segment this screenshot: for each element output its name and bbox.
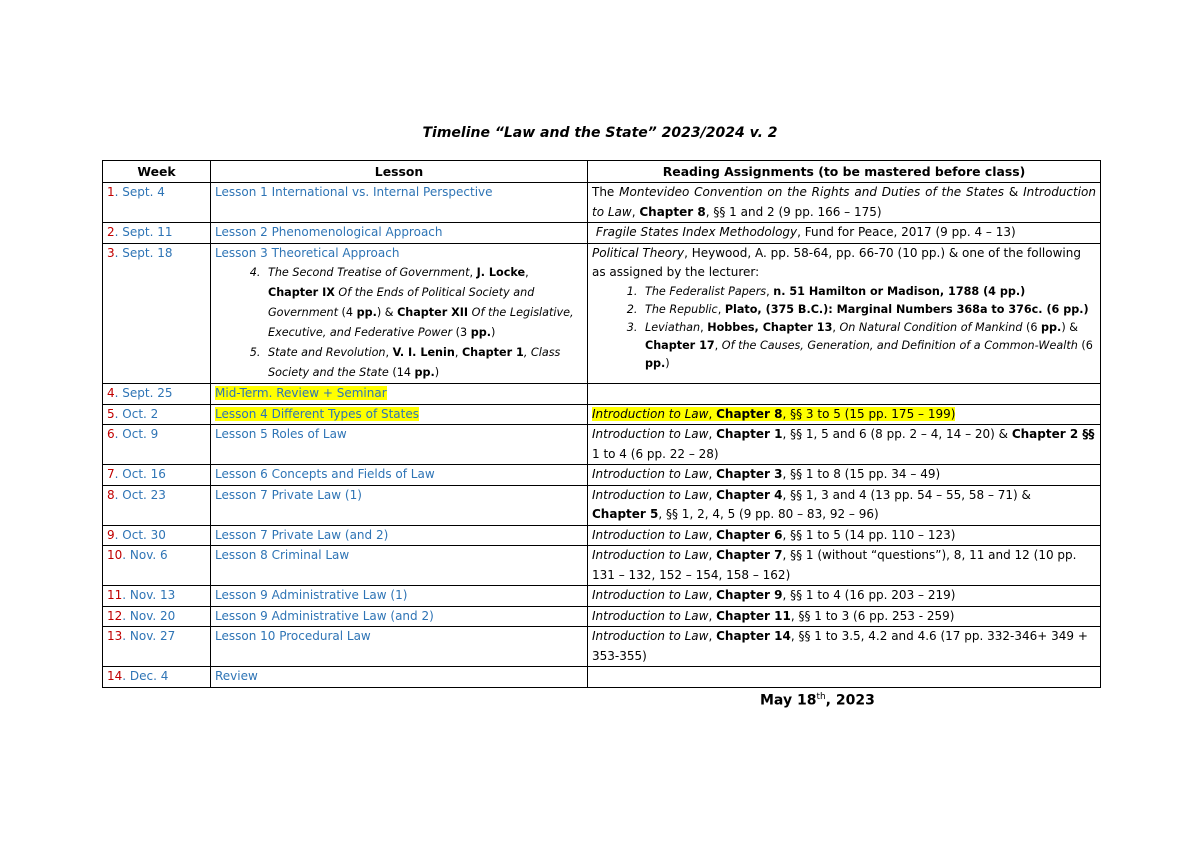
week-cell: 13. Nov. 27 [103,627,211,667]
lesson-cell: Lesson 4 Different Types of States [211,404,588,425]
table-row [103,465,1101,486]
table-row [103,425,1101,465]
table-row [103,627,1101,667]
list-item: 1. The Federalist Papers, n. 51 Hamilton or Madison, 1788 (4 pp.) [641,283,1096,301]
table-row [103,183,1101,223]
week-cell: 2. Sept. 11 [103,223,211,244]
table-row [103,404,1101,425]
reading-cell [588,667,1101,688]
table-row [103,384,1101,405]
lesson-cell: Lesson 9 Administrative Law (1) [211,586,588,607]
list-item: 3. Leviathan, Hobbes, Chapter 13, On Natural Condition of Mankind (6 pp.) & Chapter 17, Of the Causes, Generation, and Definition of a Common-Wealth (6 pp.) [641,319,1096,373]
timeline-table [102,160,1101,688]
reading-cell: Introduction to Law, Chapter 6, §§ 1 to 5 (14 pp. 110 – 123) [588,525,1101,546]
document-date: May 18th, 2023 [760,692,875,709]
table-row [103,243,1101,384]
reading-cell: Introduction to Law, Chapter 11, §§ 1 to 3 (6 pp. 253 - 259) [588,606,1101,627]
table-header-row [103,161,1101,183]
table-row [103,586,1101,607]
list-item: 4. The Second Treatise of Government, J. Locke, Chapter IX Of the Ends of Political Society and Government (4 pp.) & Chapter XII Of the Legislative, Executive, and Federative Power (3 pp.) [264,263,583,343]
lesson-cell: Lesson 7 Private Law (1) [211,485,588,525]
table-row [103,667,1101,688]
lesson-cell: Lesson 5 Roles of Law [211,425,588,465]
lesson-cell: Lesson 8 Criminal Law [211,546,588,586]
reading-cell: Introduction to Law, Chapter 14, §§ 1 to 3.5, 4.2 and 4.6 (17 pp. 332-346+ 349 + 353-355) [588,627,1101,667]
reading-cell: Introduction to Law, Chapter 3, §§ 1 to 8 (15 pp. 34 – 49) [588,465,1101,486]
reading-cell: Fragile States Index Methodology, Fund for Peace, 2017 (9 pp. 4 – 13) [588,223,1101,244]
table-row [103,223,1101,244]
lesson-cell: Lesson 10 Procedural Law [211,627,588,667]
lesson-cell: Lesson 3 Theoretical Approach 4. The Second Treatise of Government, J. Locke, Chapter IX Of the Ends of Political Society and Government (4 pp.) & Chapter XII Of the Legislative, Executive, and Federative Power (3 pp.) 5. State and Revolution, V. I. Lenin, Chapter 1, Class Society and the State (14 pp.) [211,243,588,384]
list-item: 2. The Republic, Plato, (375 B.C.): Marginal Numbers 368a to 376c. (6 pp.) [641,301,1096,319]
week-cell: 12. Nov. 20 [103,606,211,627]
document-title: Timeline “Law and the State” 2023/2024 v. 2 [422,125,778,141]
list-item: 5. State and Revolution, V. I. Lenin, Chapter 1, Class Society and the State (14 pp.) [264,343,583,383]
week-cell: 7. Oct. 16 [103,465,211,486]
lesson-cell: Lesson 1 International vs. Internal Perspective [211,183,588,223]
week-cell: 10. Nov. 6 [103,546,211,586]
lesson-cell: Mid-Term. Review + Seminar [211,384,588,405]
reading-cell: The Montevideo Convention on the Rights and Duties of the States & Introduction to Law, Chapter 8, §§ 1 and 2 (9 pp. 166 – 175) [588,183,1101,223]
week-cell: 3. Sept. 18 [103,243,211,384]
header-week: Week [103,161,211,183]
table-row [103,485,1101,525]
week-cell: 5. Oct. 2 [103,404,211,425]
reading-cell: Introduction to Law, Chapter 4, §§ 1, 3 and 4 (13 pp. 54 – 55, 58 – 71) & Chapter 5, §§ 1, 2, 4, 5 (9 pp. 80 – 83, 92 – 96) [588,485,1101,525]
reading-cell [588,384,1101,405]
reading-cell: Introduction to Law, Chapter 7, §§ 1 (without “questions”), 8, 11 and 12 (10 pp. 131 – 132, 152 – 154, 158 – 162) [588,546,1101,586]
week-cell: 14. Dec. 4 [103,667,211,688]
lesson-cell: Lesson 6 Concepts and Fields of Law [211,465,588,486]
lesson-cell: Lesson 2 Phenomenological Approach [211,223,588,244]
week-cell: 9. Oct. 30 [103,525,211,546]
reading-cell: Introduction to Law, Chapter 1, §§ 1, 5 and 6 (8 pp. 2 – 4, 14 – 20) & Chapter 2 §§ 1 to 4 (6 pp. 22 – 28) [588,425,1101,465]
lesson-cell: Review [211,667,588,688]
week-cell: 6. Oct. 9 [103,425,211,465]
week-cell: 11. Nov. 13 [103,586,211,607]
header-lesson: Lesson [211,161,588,183]
week-cell: 8. Oct. 23 [103,485,211,525]
reading-cell: Introduction to Law, Chapter 8, §§ 3 to 5 (15 pp. 175 – 199) [588,404,1101,425]
week-cell: 1. Sept. 4 [103,183,211,223]
header-reading: Reading Assignments (to be mastered before class) [588,161,1101,183]
table-row [103,546,1101,586]
lesson-cell: Lesson 9 Administrative Law (and 2) [211,606,588,627]
reading-cell: Political Theory, Heywood, A. pp. 58-64, pp. 66-70 (10 pp.) & one of the following as assigned by the lecturer: 1. The Federalist Papers, n. 51 Hamilton or Madison, 1788 (4 pp.) 2. The Republic, Plato, (375 B.C.): Marginal Numbers 368a to 376c. (6 pp.) 3. Leviathan, Hobbes, Chapter 13, On Natural Condition of Mankind (6 pp.) & Chapter 17, Of the Causes, Generation, and Definition of a Common-Wealth (6 pp.) [588,243,1101,384]
lesson-cell: Lesson 7 Private Law (and 2) [211,525,588,546]
week-cell: 4. Sept. 25 [103,384,211,405]
table-row [103,525,1101,546]
reading-cell: Introduction to Law, Chapter 9, §§ 1 to 4 (16 pp. 203 – 219) [588,586,1101,607]
table-row [103,606,1101,627]
reading-options-list [592,283,1096,373]
lesson-reading-list [215,263,583,383]
